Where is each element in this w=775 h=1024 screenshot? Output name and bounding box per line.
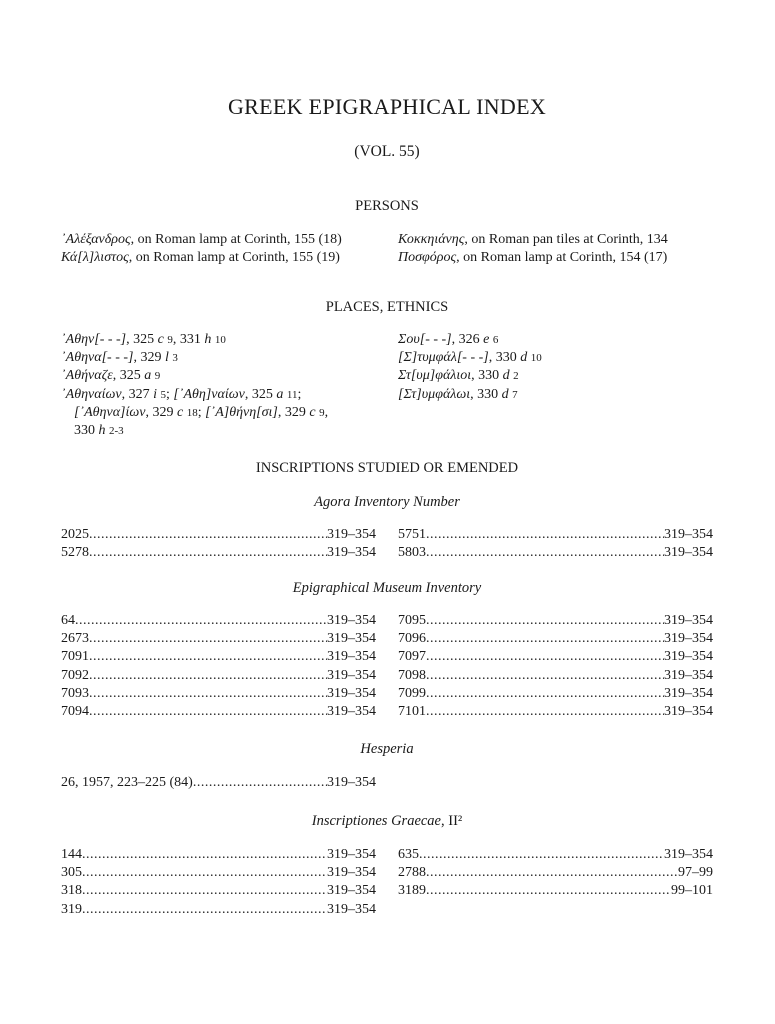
index-row: 5803 ..... 319–354: [398, 544, 713, 562]
index-row: 7091 ..... 319–354: [61, 648, 376, 666]
index-row: 2788 ..... 97–99: [398, 864, 713, 882]
places-right-column: [398, 331, 713, 404]
page-title: GREEK EPIGRAPHICAL INDEX: [227, 94, 547, 119]
index-row: 7097 ..... 319–354: [398, 648, 713, 666]
index-row: 2025 ..... 319–354: [61, 526, 376, 544]
hesperia-column: [61, 774, 376, 792]
place-entry-athenaion: ᾿Αθηναίων, 327 i 5; [᾿Αθη]ναίων, 325 a 11; [᾿Αθηνα]ίων, 329 c 18; [᾿Α]θήνη[σι], 329 c 9, 330 h 2-3: [61, 386, 329, 439]
index-row: 7095 ..... 319–354: [398, 612, 713, 630]
persons-right-column: [398, 231, 713, 267]
ig-right-column: [398, 846, 713, 901]
inscriptions-heading: INSCRIPTIONS STUDIED OR EMENDED: [255, 460, 519, 476]
place-entry: ᾿Αθηνα[- - -], 329 l 3: [61, 350, 178, 366]
place-entry: [Στ]υμφάλωι, 330 d 7: [398, 386, 518, 402]
index-row: 144 ..... 319–354: [61, 846, 376, 864]
index-row: 3189 ..... 99–101: [398, 882, 713, 900]
index-row: 7101 ..... 319–354: [398, 703, 713, 721]
person-entry: Κά[λ]λιστος, on Roman lamp at Corinth, 155 (19): [61, 250, 340, 266]
index-row: 318 ..... 319–354: [61, 882, 376, 900]
agora-right-column: [398, 526, 713, 562]
museum-left-column: [61, 612, 376, 721]
place-entry: Σου[- - -], 326 e 6: [398, 332, 499, 347]
place-entry: ᾿Αθην[- - -], 325 c 9, 331 h 10: [61, 332, 226, 347]
index-row: 7098 ..... 319–354: [398, 667, 713, 685]
volume-label: (VOL. 55): [354, 143, 420, 160]
place-entry: [Σ]τυμφάλ[- - -], 330 d 10: [398, 350, 542, 366]
index-row: 305 ..... 319–354: [61, 864, 376, 882]
index-row: 64 ..... 319–354: [61, 612, 376, 630]
persons-heading: PERSONS: [355, 198, 419, 214]
index-row: 7096 ..... 319–354: [398, 630, 713, 648]
ig-left-column: [61, 846, 376, 919]
person-entry: ᾿Αλέξανδρος, on Roman lamp at Corinth, 155 (18): [61, 232, 342, 247]
museum-subheading: Epigraphical Museum Inventory: [292, 580, 482, 596]
index-row: 7099 ..... 319–354: [398, 685, 713, 703]
agora-left-column: [61, 526, 376, 562]
index-row: 319 ..... 319–354: [61, 901, 376, 919]
index-row: 26, 1957, 223–225 (84) ..... 319–354: [61, 774, 376, 792]
persons-left-column: [61, 231, 381, 267]
index-row: 7093 ..... 319–354: [61, 685, 376, 703]
index-row: 5278 ..... 319–354: [61, 544, 376, 562]
hesperia-subheading: Hesperia: [360, 741, 414, 757]
place-entry: Στ[υμ]φάλιοι, 330 d 2: [398, 368, 519, 384]
museum-right-column: [398, 612, 713, 721]
ig-subheading: Inscriptiones Graecae, II²: [311, 813, 463, 829]
index-row: 7094 ..... 319–354: [61, 703, 376, 721]
place-entry: ᾿Αθήναζε, 325 a 9: [61, 368, 161, 384]
index-row: 635 ..... 319–354: [398, 846, 713, 864]
places-heading: PLACES, ETHNICS: [325, 299, 449, 315]
index-row: 7092 ..... 319–354: [61, 667, 376, 685]
agora-subheading: Agora Inventory Number: [314, 494, 460, 510]
places-left-column: [61, 331, 376, 440]
person-entry: Ποσφόρος, on Roman lamp at Corinth, 154 (17): [398, 250, 668, 266]
index-row: 5751 ..... 319–354: [398, 526, 713, 544]
index-row: 2673 ..... 319–354: [61, 630, 376, 648]
person-entry: Κοκκηιάνης, on Roman pan tiles at Corinth, 134: [398, 232, 668, 247]
